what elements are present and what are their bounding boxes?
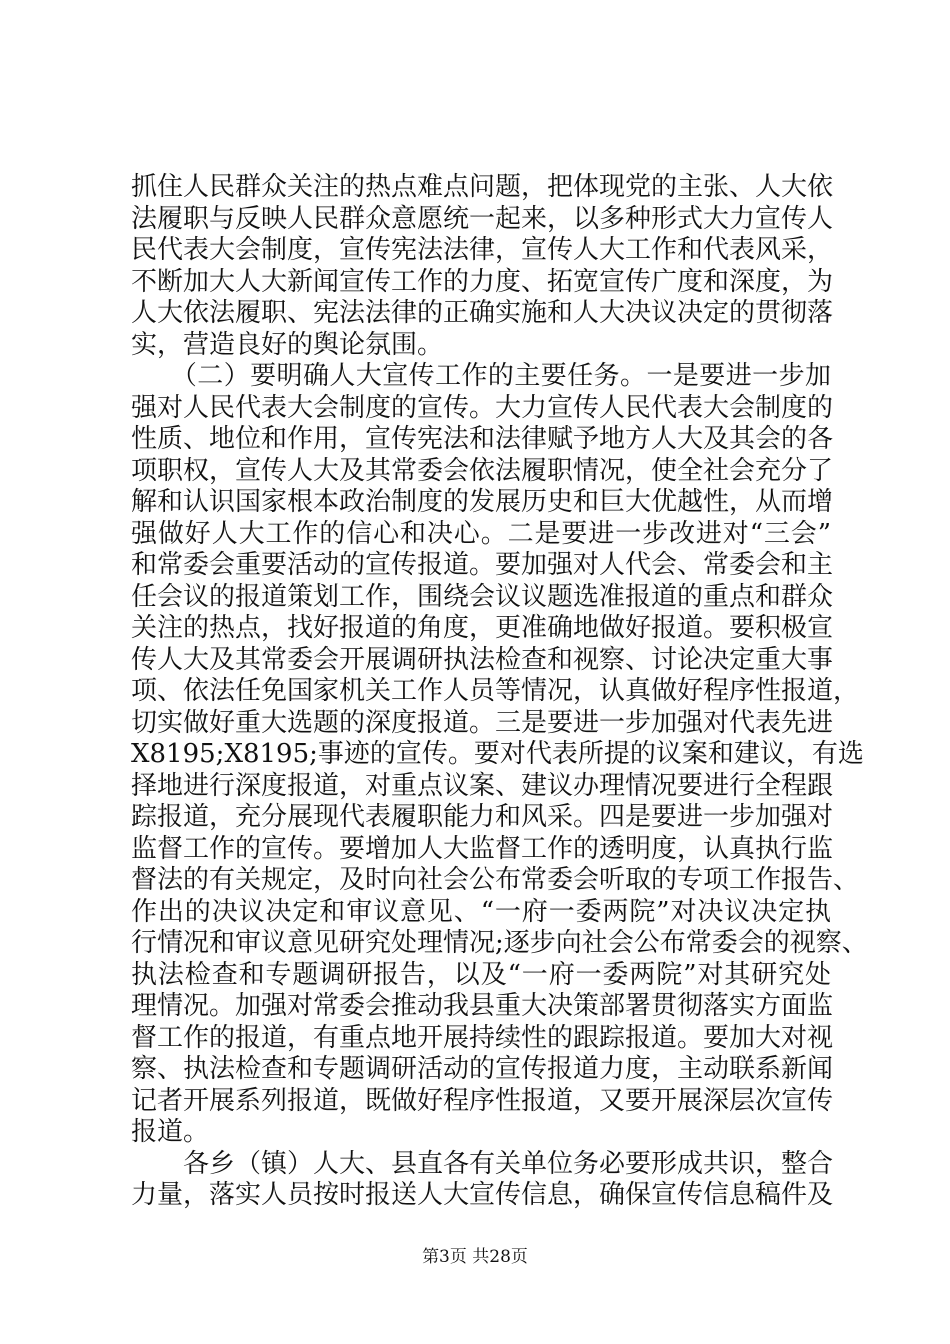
text-line: 踪报道，充分展现代表履职能力和风采。四是要进一步加强对 [131,802,834,832]
text-line: 察、执法检查和专题调研活动的宣传报道力度，主动联系新闻 [131,1054,834,1084]
text-line: X8195;X8195;事迹的宣传。要对代表所提的议案和建议，有选 [131,739,864,769]
text-line: 行情况和审议意见研究处理情况;逐步向社会公布常委会的视察、 [131,928,868,958]
text-line: 各乡（镇）人大、县直各有关单位务必要形成共识，整合 [131,1148,834,1179]
text-line: （二）要明确人大宣传工作的主要任务。一是要进一步加 [131,361,831,391]
text-line: 性质、地位和作用，宣传宪法和法律赋予地方人大及其会的各 [131,424,834,454]
text-line: 记者开展系列报道，既做好程序性报道，又要开展深层次宣传 [131,1085,834,1116]
text-line: 强做好人大工作的信心和决心。二是要进一步改进对“三会” [131,518,831,549]
text-line: 理情况。加强对常委会推动我县重大决策部署贯彻落实方面监 [131,991,834,1021]
text-line: 和常委会重要活动的宣传报道。要加强对人代会、常委会和主 [131,550,834,580]
text-line: 法履职与反映人民群众意愿统一起来，以多种形式大力宣传人 [131,203,834,234]
text-line: 关注的热点，找好报道的角度，更准确地做好报道。要积极宣 [131,613,834,643]
text-line: 不断加大人大新闻宣传工作的力度、拓宽宣传广度和深度，为 [131,266,834,297]
text-line: 切实做好重大选题的深度报道。三是要进一步加强对代表先进 [131,707,834,738]
text-line: 抓住人民群众关注的热点难点问题，把体现党的主张、人大依 [131,172,834,202]
text-line: 项职权，宣传人大及其常委会依法履职情况，使全社会充分了 [131,455,834,486]
text-line: 解和认识国家根本政治制度的发展历史和巨大优越性，从而增 [131,487,834,517]
text-line: 择地进行深度报道，对重点议案、建议办理情况要进行全程跟 [131,770,834,801]
page-footer: 第3页 共28页 [422,1247,528,1267]
text-line: 人大依法履职、宪法法律的正确实施和人大决议决定的贯彻落 [131,298,834,328]
body-text [131,172,868,1212]
text-line: 民代表大会制度，宣传宪法法律，宣传人大工作和代表风采， [131,235,834,265]
text-line: 力量，落实人员按时报送人大宣传信息，确保宣传信息稿件及 [131,1180,834,1210]
text-line: 强对人民代表大会制度的宣传。大力宣传人民代表大会制度的 [131,392,834,423]
text-line: 实，营造良好的舆论氛围。 [131,329,444,360]
text-line: 作出的决议决定和审议意见、“一府一委两院”对决议决定执 [131,896,831,927]
text-line: 监督工作的宣传。要增加人大监督工作的透明度，认真执行监 [131,833,834,864]
text-line: 督工作的报道，有重点地开展持续性的跟踪报道。要加大对视 [131,1022,834,1053]
text-line: 督法的有关规定，及时向社会公布常委会听取的专项工作报告、 [131,865,860,895]
text-line: 执法检查和专题调研报告，以及“一府一委两院”对其研究处 [131,959,831,990]
text-line: 项、依法任免国家机关工作人员等情况，认真做好程序性报道， [131,676,860,706]
text-line: 传人大及其常委会开展调研执法检查和视察、讨论决定重大事 [131,644,834,675]
text-line: 报道。 [131,1117,210,1147]
text-line: 任会议的报道策划工作，围绕会议议题选准报道的重点和群众 [131,581,834,612]
